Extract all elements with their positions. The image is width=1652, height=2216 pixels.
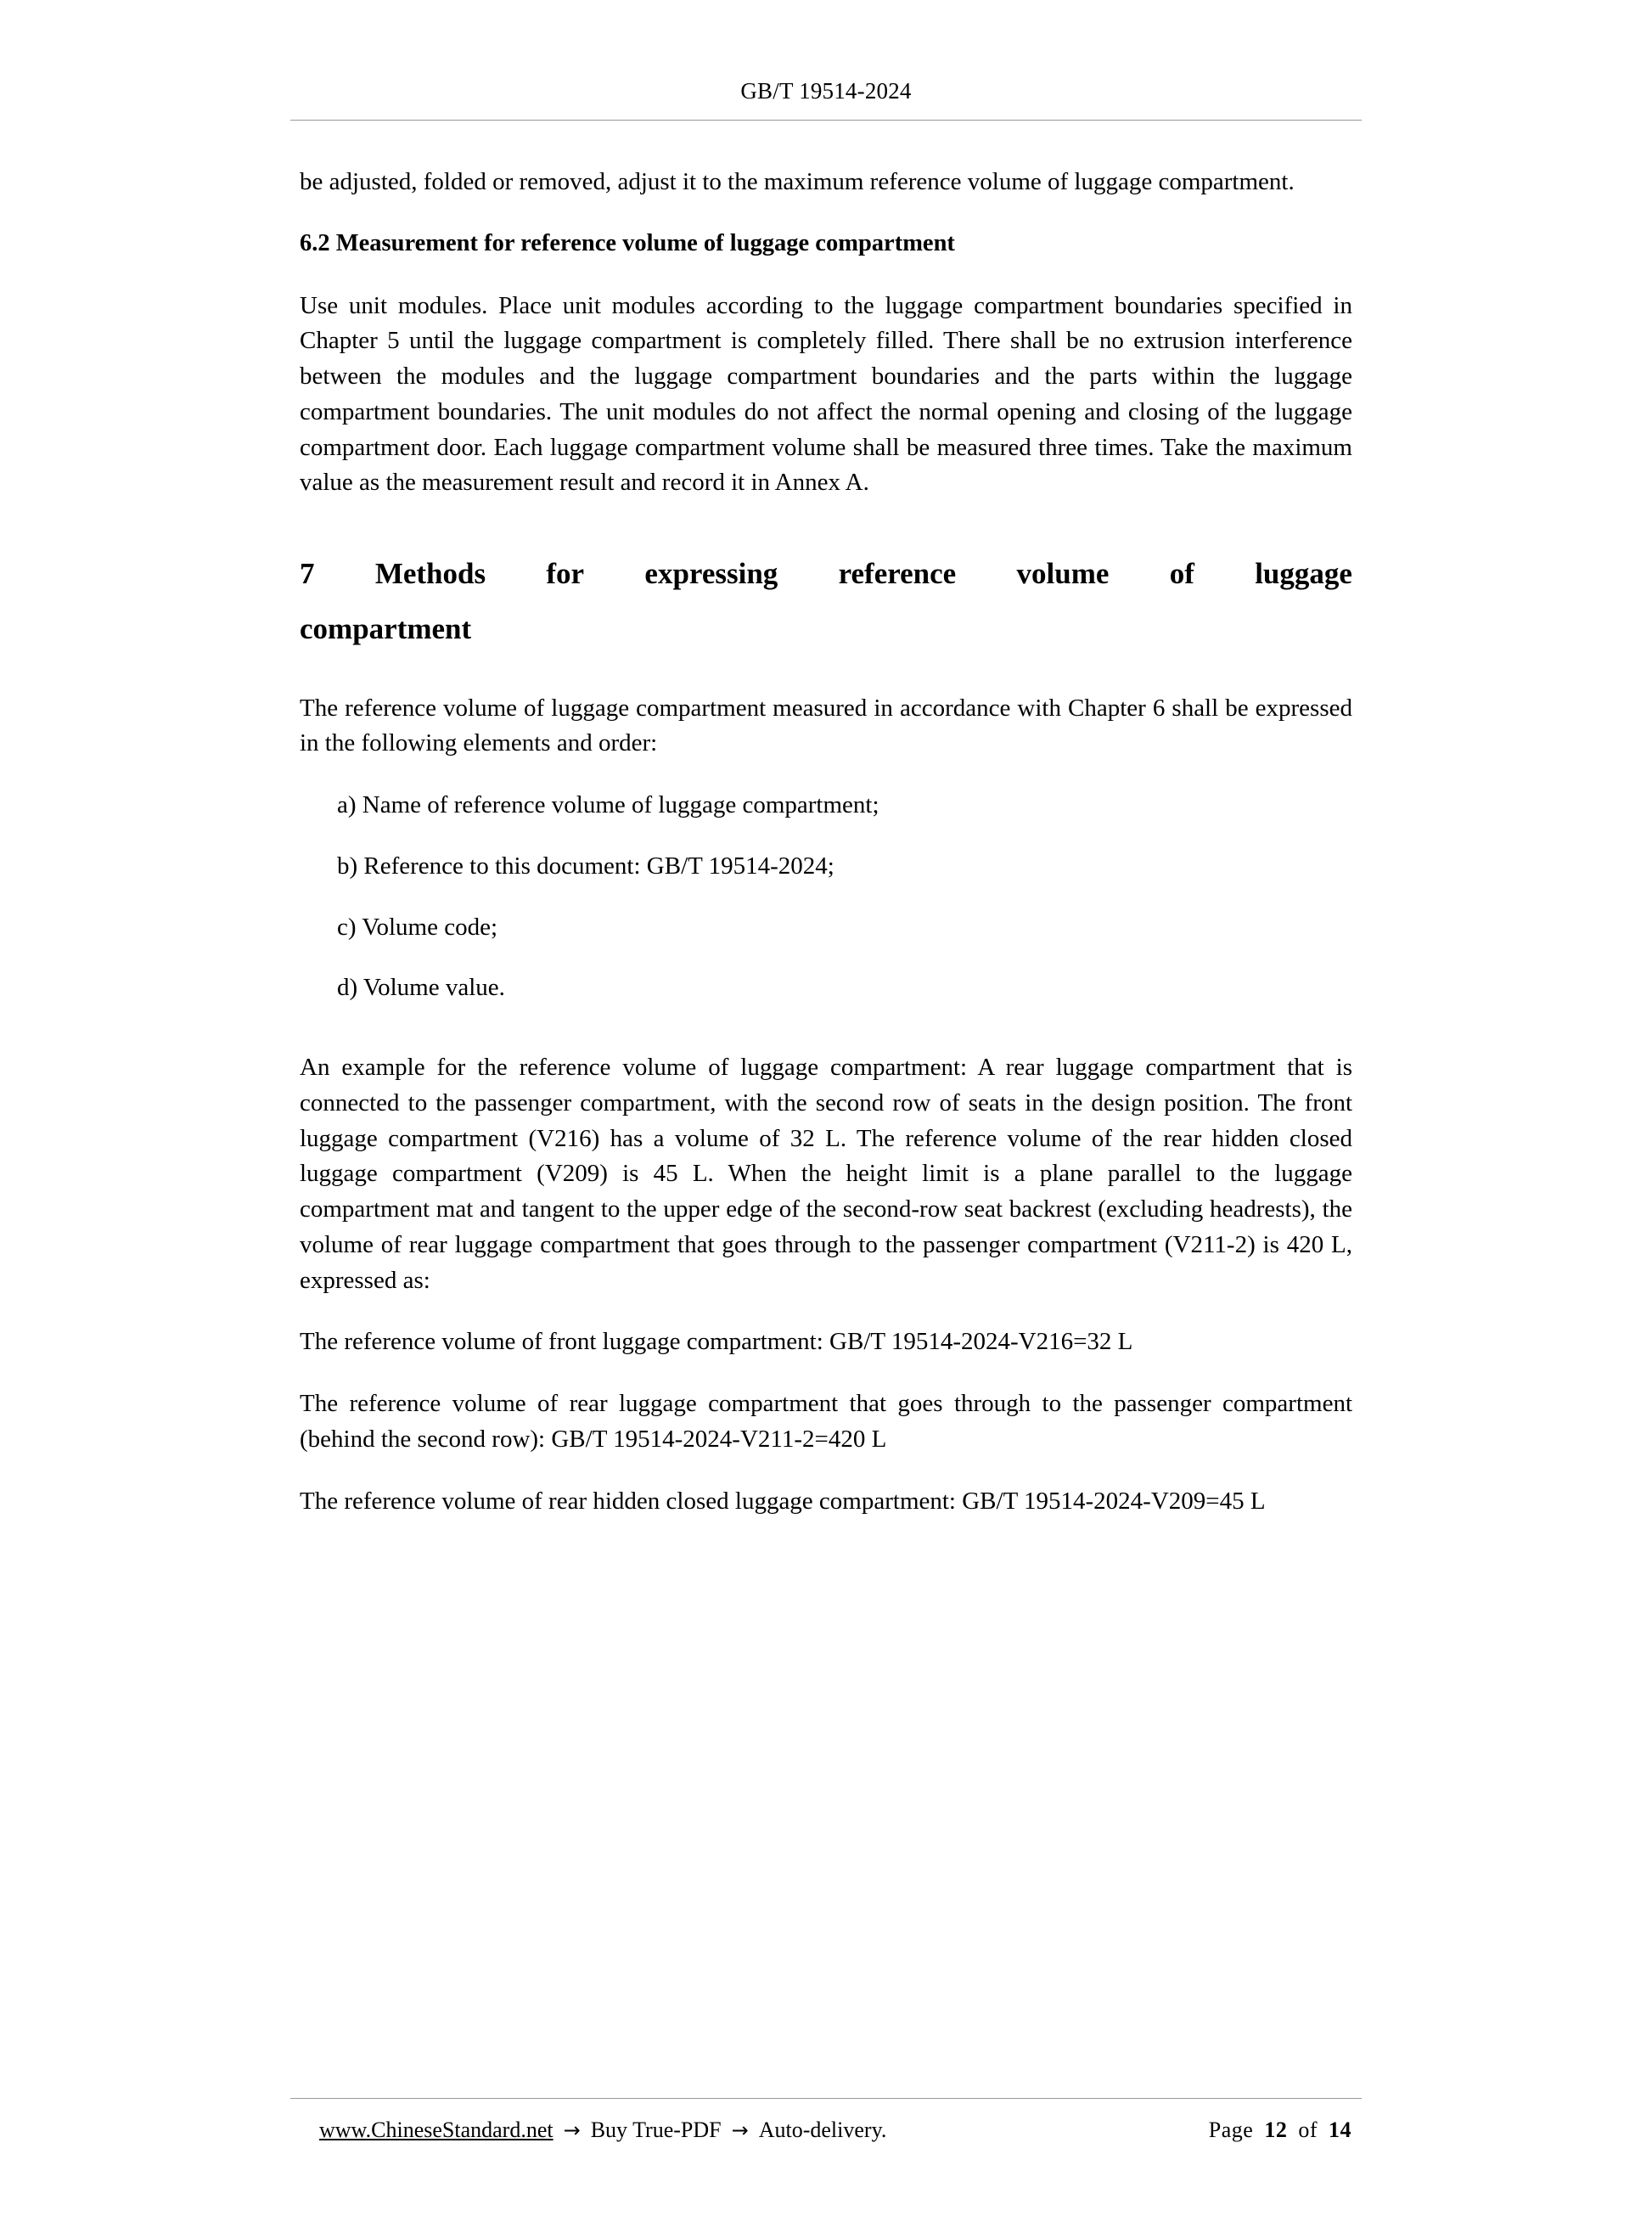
chapter-7-heading-line2: compartment <box>300 611 472 645</box>
page-label: Page <box>1208 2118 1254 2142</box>
section-6-2-heading: 6.2 Measurement for reference volume of luggage compartment <box>300 229 955 256</box>
example-paragraph: An example for the reference volume of luggage compartment: A rear luggage compartment that is connected to the passenger compartment, with the second row of seats in the design position. The front luggage compartment (V216) has a volume of 32 L. The reference volume of the rear hidden closed luggage compartment (V209) is 45 L. When the height limit is a plane parallel to the luggage compartment mat and tangent to the upper edge of the second-row seat backrest (excluding headrests), the volume of rear luggage compartment that goes through to the passenger compartment (V211-2) is 420 L, expressed as: <box>300 1054 1352 1294</box>
website-link[interactable]: www.ChineseStandard.net <box>319 2118 553 2142</box>
delivery-label: Auto-delivery. <box>758 2118 887 2142</box>
chapter-7-word-1: for <box>546 557 585 591</box>
page-content <box>300 121 1352 1519</box>
chapter-7-word-2: expressing <box>644 557 778 591</box>
result-rear-through-compartment: The reference volume of rear luggage compartment that goes through to the passenger compartment (behind the second row): GB/T 19514-2024-V211-2=420 L <box>300 1390 1352 1453</box>
page-header <box>290 78 1362 104</box>
chapter-7-word-6: luggage <box>1255 557 1352 591</box>
of-label: of <box>1298 2118 1318 2142</box>
chapter-7-word-3: reference <box>838 557 957 591</box>
arrow-right-icon: → <box>731 2118 749 2142</box>
list-item: c) Volume code; <box>337 913 497 941</box>
section-6-2-paragraph: Use unit modules. Place unit modules according to the luggage compartment boundaries specified in Chapter 5 until the luggage compartment is completely filled. There shall be no extrusion interference between the modules and the luggage compartment boundaries and the parts within the luggage compartment boundaries. The unit modules do not affect the normal opening and closing of the luggage compartment door. Each luggage compartment volume shall be measured three times. Take the maximum value as the measurement result and record it in Annex A. <box>300 291 1352 497</box>
spacer <box>300 1032 1352 1050</box>
page-indicator <box>1209 2118 1362 2143</box>
arrow-right-icon: → <box>563 2118 581 2142</box>
chapter-7-intro: The reference volume of luggage compartment measured in accordance with Chapter 6 shall be expressed in the following elements and order: <box>300 694 1352 757</box>
chapter-7-heading <box>300 547 1352 657</box>
footer-divider <box>290 2098 1362 2099</box>
buy-label: Buy True-PDF <box>590 2118 722 2142</box>
standard-number: GB/T 19514-2024 <box>740 78 912 104</box>
result-rear-hidden-compartment: The reference volume of rear hidden closed luggage compartment: GB/T 19514-2024-V209=45 L <box>300 1487 1266 1515</box>
list-item: b) Reference to this document: GB/T 19514-2024; <box>337 852 834 880</box>
total-pages: 14 <box>1329 2118 1351 2142</box>
chapter-7-number: 7 <box>300 557 315 591</box>
paragraph-continued: be adjusted, folded or removed, adjust it to the maximum reference volume of luggage compartment. <box>300 168 1295 195</box>
list-item: d) Volume value. <box>337 974 505 1002</box>
result-front-compartment: The reference volume of front luggage compartment: GB/T 19514-2024-V216=32 L <box>300 1328 1133 1356</box>
chapter-7-word-5: of <box>1169 557 1194 591</box>
chapter-7-word-0: Methods <box>374 557 486 591</box>
chapter-7-word-4: volume <box>1016 557 1110 591</box>
document-page <box>0 78 1652 2216</box>
list-item: a) Name of reference volume of luggage compartment; <box>337 791 879 819</box>
page-number: 12 <box>1264 2118 1288 2142</box>
page-footer <box>290 2098 1362 2143</box>
